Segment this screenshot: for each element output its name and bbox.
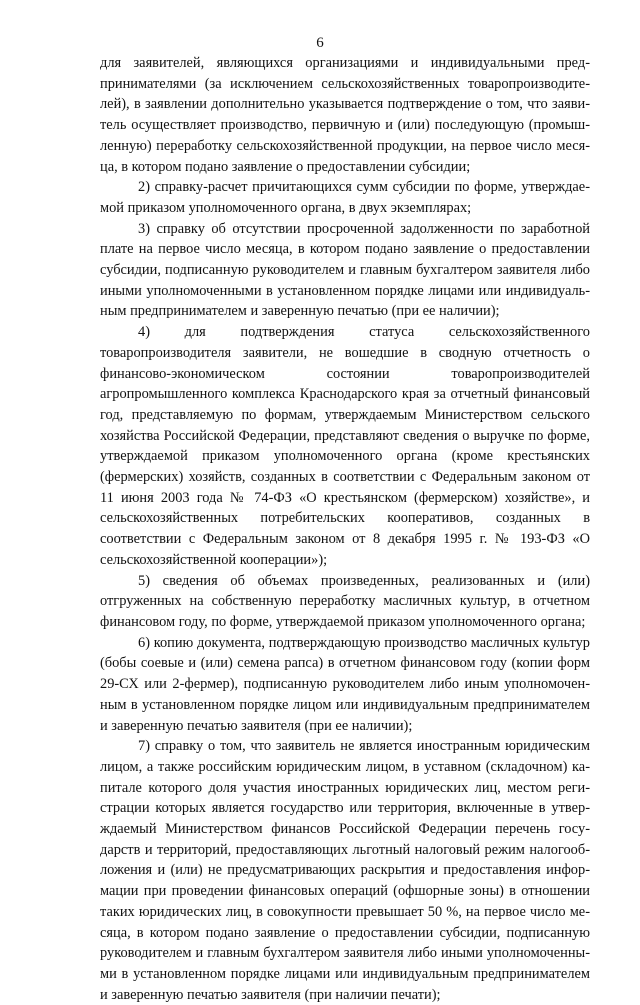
paragraph-item-3: 3) справку об отсутствии просроченной задолженности по заработной плате на первое число месяца, в котором подано заявление о предоставлении субсидии, подписанную руководителем и главным бухгалтером заявителя либо иными уполномоченными в установленном порядке лицами или индивидуальным предпринимателем и заверенную печатью (при ее наличии); [100,220,590,320]
paragraph-continuation: для заявителей, являющихся организациями и индивидуальными предпринимателями (за исключением сельскохозяйственных товаропроизводителей), в заявлении дополнительно указывается подтверждение о том, что заявитель осуществляет производство, первичную и (или) последующую (промышленную) переработку сельскохозяйственной продукции, на первое число месяца, в котором подано заявление о предоставлении субсидии; [100,55,590,175]
document-body [100,53,590,1005]
page-number: 6 [316,35,324,51]
paragraph-item-4: 4) для подтверждения статуса сельскохозяйственного товаропроизводителя заявители, не вошедшие в сводную отчетность о финансово-экономическом состоянии товаропроизводителей агропромышленного комплекса Краснодарского края за отчетный финансовый год, представляемую по формам, утверждаемым Министерством сельского хозяйства Российской Федерации, представляют сведения о выручке по форме, утверждаемой приказом уполномоченного органа (кроме крестьянских (фермерских) хозяйств, созданных в соответствии с Федеральным законом от 11 июня 2003 года № 74-ФЗ «О крестьянском (фермерском) хозяйстве», и сельскохозяйственных потребительских кооперативов, созданных в соответствии с Федеральным законом от 8 декабря 1995 г. № 193-ФЗ «О сельскохозяйственной кооперации»); [100,324,590,568]
paragraph-item-6: 6) копию документа, подтверждающую производство масличных культур (бобы соевые и (или) семена рапса) в отчетном финансовом году (копии форм 29-СХ или 2-фермер), подписанную руководителем либо иным уполномоченным в установленном порядке лицом или индивидуальным предпринимателем и заверенную печатью заявителя (при ее наличии); [100,634,590,734]
paragraph-item-5: 5) сведения об объемах произведенных, реализованных и (или) отгруженных на собственную переработку масличных культур, в отчетном финансовом году, по форме, утверждаемой приказом уполномоченного органа; [100,572,590,630]
paragraph-item-7: 7) справку о том, что заявитель не является иностранным юридическим лицом, а также российским юридическим лицом, в уставном (складочном) капитале которого доля участия иностранных юридических лиц, местом регистрации которых является государство или территория, включенные в утверждаемый Министерством финансов Российской Федерации перечень государств и территорий, предоставляющих льготный налоговый режим налогообложения и (или) не предусматривающих раскрытия и предоставления информации при проведении финансовых операций (офшорные зоны) в отношении таких юридических лиц, в совокупности превышает 50 %, на первое число месяца, в котором подано заявление о предоставлении субсидии, подписанную руководителем и главным бухгалтером заявителя либо иными уполномоченными в установленном порядке лицами или индивидуальным предпринимателем и заверенную печатью заявителя (при наличии печати); [100,738,590,1003]
paragraph-item-2: 2) справку-расчет причитающихся сумм субсидии по форме, утверждаемой приказом уполномоченного органа, в двух экземплярах; [100,179,590,216]
